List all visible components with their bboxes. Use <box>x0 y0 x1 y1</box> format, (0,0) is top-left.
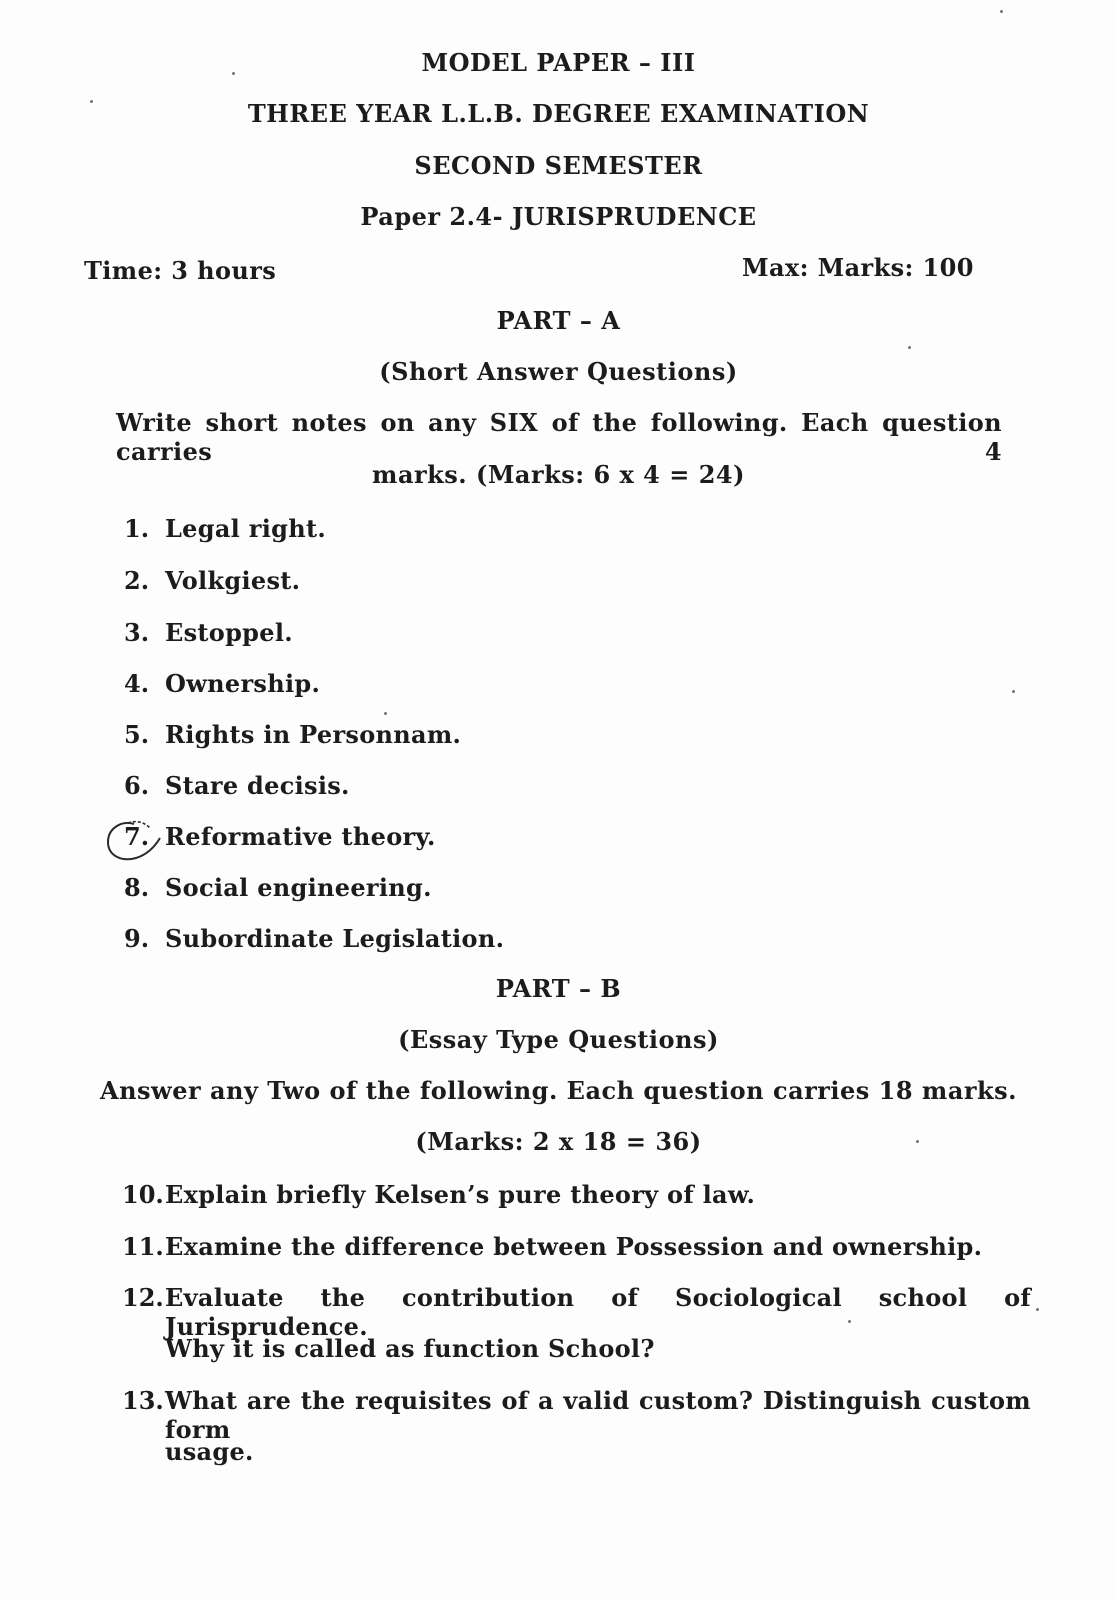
part-a-instruction-line2: marks. (Marks: 6 x 4 = 24) <box>372 460 745 489</box>
question-text: Subordinate Legislation. <box>165 924 505 953</box>
part-a-subtitle: (Short Answer Questions) <box>379 357 738 386</box>
question-number: 2. <box>124 566 150 595</box>
question-number: 11. <box>122 1232 164 1261</box>
scan-speck <box>1012 690 1015 693</box>
part-a-instruction-line1: Write short notes on any SIX of the following. Each question carries 4 <box>116 408 1002 466</box>
question-text: What are the requisites of a valid custom? Distinguish custom form <box>165 1386 1031 1444</box>
question-text-continued: Why it is called as function School? <box>165 1334 655 1363</box>
part-b-instruction-line2: (Marks: 2 x 18 = 36) <box>415 1127 702 1156</box>
question-number: 10. <box>122 1180 164 1209</box>
scan-speck <box>848 1320 851 1323</box>
question-number: 6. <box>124 771 150 800</box>
question-text: Explain briefly Kelsen’s pure theory of law. <box>165 1180 756 1209</box>
question-number: 7. <box>124 822 150 851</box>
question-text: Reformative theory. <box>165 822 436 851</box>
question-number: 4. <box>124 669 150 698</box>
scan-speck <box>916 1140 919 1143</box>
question-text: Ownership. <box>165 669 321 698</box>
question-number: 9. <box>124 924 150 953</box>
question-text: Estoppel. <box>165 618 293 647</box>
scan-speck <box>90 100 93 103</box>
scan-speck <box>232 72 235 75</box>
scan-speck <box>1036 1308 1039 1311</box>
scan-speck <box>384 712 387 715</box>
paper-title: Paper 2.4- JURISPRUDENCE <box>360 202 757 231</box>
question-text: Social engineering. <box>165 873 432 902</box>
model-paper-title: MODEL PAPER – III <box>421 48 696 77</box>
question-number: 3. <box>124 618 150 647</box>
part-b-instruction-line1: Answer any Two of the following. Each question carries 18 marks. <box>99 1076 1018 1105</box>
question-number: 5. <box>124 720 150 749</box>
question-number: 8. <box>124 873 150 902</box>
question-text: Evaluate the contribution of Sociological school of Jurisprudence. <box>165 1283 1031 1341</box>
max-marks-label: Max: Marks: 100 <box>742 253 974 282</box>
question-text: Rights in Personnam. <box>165 720 462 749</box>
part-b-title: PART – B <box>495 974 622 1003</box>
scan-speck <box>1000 10 1003 13</box>
question-text-continued: usage. <box>165 1437 254 1466</box>
part-b-subtitle: (Essay Type Questions) <box>398 1025 719 1054</box>
time-label: Time: 3 hours <box>84 256 277 285</box>
semester-title: SECOND SEMESTER <box>414 151 703 180</box>
scan-speck <box>908 346 911 349</box>
question-text: Examine the difference between Possession and ownership. <box>165 1232 983 1261</box>
question-text: Stare decisis. <box>165 771 350 800</box>
exam-title: THREE YEAR L.L.B. DEGREE EXAMINATION <box>247 99 870 128</box>
question-number: 1. <box>124 514 150 543</box>
question-text: Legal right. <box>165 514 326 543</box>
question-number: 12. <box>122 1283 164 1312</box>
question-number: 13. <box>122 1386 164 1415</box>
part-a-title: PART – A <box>496 306 621 335</box>
question-text: Volkgiest. <box>165 566 301 595</box>
